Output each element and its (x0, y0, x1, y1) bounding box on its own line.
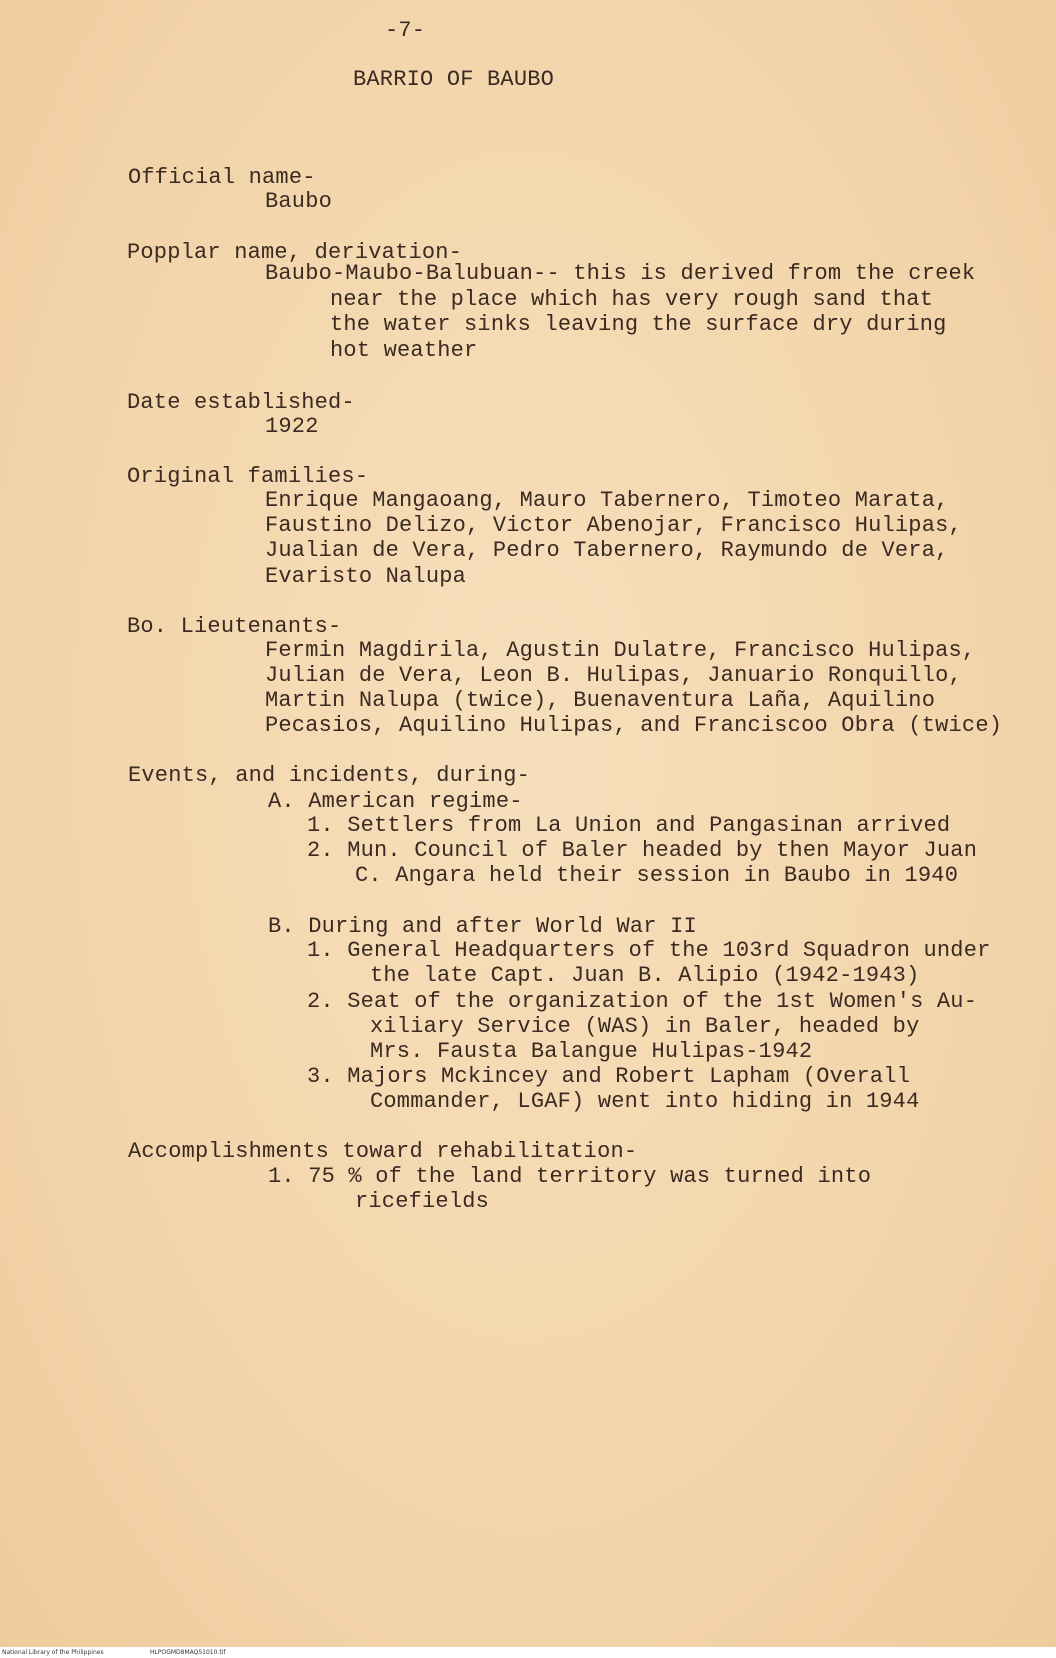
footer-filename: HLPOGMD8MAQ51010.tif (150, 1649, 226, 1656)
events-a-item: 1. Settlers from La Union and Pangasinan arrived (307, 813, 951, 838)
events-b-heading: B. During and after World War II (268, 914, 697, 939)
official-name-value: Baubo (265, 189, 333, 214)
original-families-heading: Original families- (127, 464, 369, 489)
lieutenants-line: Martin Nalupa (twice), Buenaventura Laña, Aquilino (265, 688, 936, 713)
page-number: -7- (385, 18, 426, 43)
accomplishments-line: ricefields (355, 1189, 490, 1214)
lieutenants-line: Julian de Vera, Leon B. Hulipas, Januario Ronquillo, (265, 663, 962, 688)
events-heading: Events, and incidents, during- (128, 763, 531, 788)
lieutenants-heading: Bo. Lieutenants- (127, 614, 342, 639)
page-title: BARRIO OF BAUBO (353, 67, 555, 92)
accomplishments-heading: Accomplishments toward rehabilitation- (128, 1139, 638, 1164)
events-b-item: Commander, LGAF) went into hiding in 1944 (370, 1089, 920, 1114)
scan-footer (0, 1647, 1056, 1658)
events-b-item: xiliary Service (WAS) in Baler, headed by (370, 1014, 920, 1039)
popular-name-line: near the place which has very rough sand that (330, 287, 934, 312)
official-name-heading: Official name- (128, 165, 316, 190)
original-families-line: Evaristo Nalupa (265, 564, 467, 589)
events-a-heading: A. American regime- (268, 789, 523, 814)
events-b-item: 2. Seat of the organization of the 1st Women's Au- (307, 989, 978, 1014)
date-established-value: 1922 (265, 414, 319, 439)
events-a-item: 2. Mun. Council of Baler headed by then Mayor Juan (307, 838, 978, 863)
popular-name-line: Baubo-Maubo-Balubuan-- this is derived from the creek (265, 261, 976, 286)
accomplishments-line: 1. 75 % of the land territory was turned into (268, 1164, 872, 1189)
original-families-line: Jualian de Vera, Pedro Tabernero, Raymundo de Vera, (265, 538, 949, 563)
original-families-line: Faustino Delizo, Victor Abenojar, Francisco Hulipas, (265, 513, 962, 538)
events-b-item: 3. Majors Mckincey and Robert Lapham (Overall (307, 1064, 911, 1089)
events-a-item: C. Angara held their session in Baubo in 1940 (355, 863, 959, 888)
popular-name-line: the water sinks leaving the surface dry during (330, 312, 947, 337)
events-b-item: the late Capt. Juan B. Alipio (1942-1943) (370, 963, 920, 988)
footer-source: National Library of the Philippines (2, 1649, 104, 1656)
popular-name-line: hot weather (330, 338, 478, 363)
lieutenants-line: Pecasios, Aquilino Hulipas, and Franciscoo Obra (twice) (265, 713, 1003, 738)
events-b-item: 1. General Headquarters of the 103rd Squadron under (307, 938, 991, 963)
popular-name-heading: Popplar name, derivation- (127, 240, 463, 265)
date-established-heading: Date established- (127, 390, 355, 415)
lieutenants-line: Fermin Magdirila, Agustin Dulatre, Francisco Hulipas, (265, 638, 976, 663)
events-b-item: Mrs. Fausta Balangue Hulipas-1942 (370, 1039, 813, 1064)
original-families-line: Enrique Mangaoang, Mauro Tabernero, Timoteo Marata, (265, 488, 949, 513)
